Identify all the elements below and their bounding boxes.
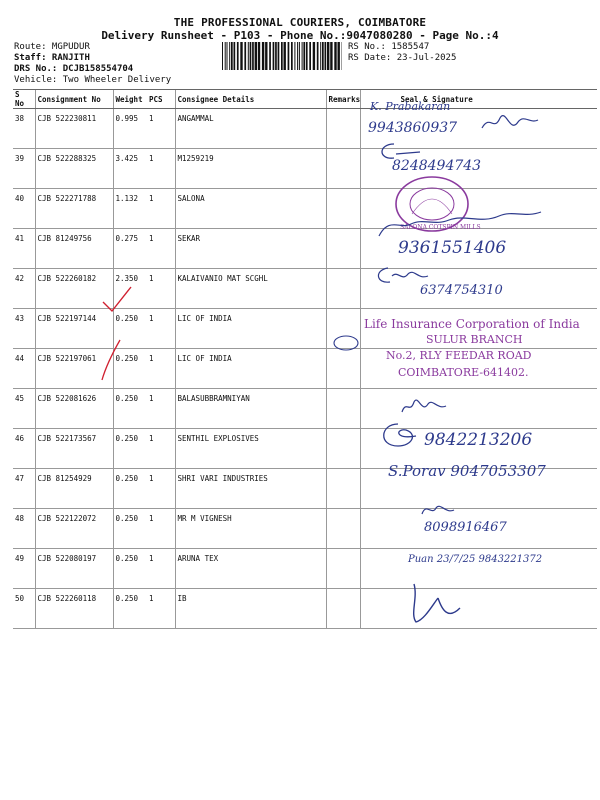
handwriting-r47: S.Porav 9047053307	[388, 462, 546, 480]
row-weight: 0.995	[113, 109, 147, 149]
row-consignee: SALONA	[175, 189, 326, 229]
table-row	[13, 509, 597, 549]
row-consignment-no: CJB 522122072	[35, 509, 113, 549]
row-sno: 49	[13, 549, 35, 589]
row-sno: 45	[13, 389, 35, 429]
row-weight: 2.350	[113, 269, 147, 309]
row-pcs: 1	[147, 349, 175, 389]
runsheet-subtitle: Delivery Runsheet - P103 - Phone No.:9047080280 - Page No.:4	[101, 29, 499, 42]
handwriting-r38-phone: 9943860937	[368, 120, 458, 136]
row-pcs: 1	[147, 269, 175, 309]
row-weight: 0.250	[113, 589, 147, 629]
staff-label: Staff: RANJITH	[14, 53, 90, 63]
circled-mark-r44	[332, 334, 360, 352]
col-pcs: PCS	[147, 90, 175, 109]
row-consignee: KALAIVANIO MAT SCGHL	[175, 269, 326, 309]
vehicle-label: Vehicle: Two Wheeler Delivery	[14, 75, 172, 85]
company-title: THE PROFESSIONAL COURIERS, COIMBATORE	[173, 16, 427, 29]
table-row	[13, 389, 597, 429]
table-header-row	[13, 90, 597, 109]
row-remarks	[326, 109, 360, 149]
handwriting-r41-phone: 9361551406	[398, 238, 507, 258]
table-row	[13, 149, 597, 189]
row-sno: 46	[13, 429, 35, 469]
row-pcs: 1	[147, 189, 175, 229]
row-remarks	[326, 269, 360, 309]
row-sno: 41	[13, 229, 35, 269]
row-consignee: LIC OF INDIA	[175, 309, 326, 349]
row-sno: 42	[13, 269, 35, 309]
signature-mark-r45	[400, 396, 448, 416]
row-remarks	[326, 589, 360, 629]
row-remarks	[326, 469, 360, 509]
row-consignee: ARUNA TEX	[175, 549, 326, 589]
lic-stamp-line1: Life Insurance Corporation of India	[364, 317, 580, 331]
row-consignee: M1259219	[175, 149, 326, 189]
col-consignment: Consignment No	[35, 90, 113, 109]
row-consignee: LIC OF INDIA	[175, 349, 326, 389]
row-consignment-no: CJB 81254929	[35, 469, 113, 509]
row-consignment-no: CJB 522197061	[35, 349, 113, 389]
row-weight: 0.250	[113, 469, 147, 509]
meta-right	[348, 42, 456, 64]
row-weight: 0.250	[113, 549, 147, 589]
row-weight: 0.250	[113, 509, 147, 549]
meta-left	[14, 42, 171, 86]
row-consignment-no: CJB 522173567	[35, 429, 113, 469]
col-weight: Weight	[113, 90, 147, 109]
row-weight: 3.425	[113, 149, 147, 189]
row-sno: 43	[13, 309, 35, 349]
row-sno: 40	[13, 189, 35, 229]
col-sno: S No	[13, 90, 35, 109]
row-sno: 50	[13, 589, 35, 629]
row-consignment-no: CJB 522080197	[35, 549, 113, 589]
signature-mark-r48	[418, 500, 458, 520]
row-weight: 0.250	[113, 389, 147, 429]
row-pcs: 1	[147, 309, 175, 349]
salona-stamp-text: SALONA COTSPIN MILLS	[400, 224, 481, 231]
row-pcs: 1	[147, 389, 175, 429]
handwriting-r48-phone: 8098916467	[424, 520, 507, 535]
handwriting-r42-phone: 6374754310	[420, 283, 503, 298]
row-pcs: 1	[147, 109, 175, 149]
signature-mark-r46	[376, 420, 422, 450]
row-sno: 39	[13, 149, 35, 189]
row-remarks	[326, 549, 360, 589]
col-signature: Seal & Signature	[360, 90, 597, 109]
row-weight: 0.250	[113, 349, 147, 389]
row-consignee: BALASUBBRAMNIYAN	[175, 389, 326, 429]
route-label: Route: MGPUDUR	[14, 42, 90, 52]
row-pcs: 1	[147, 469, 175, 509]
row-sno: 47	[13, 469, 35, 509]
row-pcs: 1	[147, 229, 175, 269]
row-consignee: IB	[175, 589, 326, 629]
row-consignment-no: CJB 522260182	[35, 269, 113, 309]
row-weight: 1.132	[113, 189, 147, 229]
row-pcs: 1	[147, 589, 175, 629]
tick-mark-43	[100, 284, 134, 314]
row-consignee: ANGAMMAL	[175, 109, 326, 149]
row-consignment-no: CJB 522197144	[35, 309, 113, 349]
row-weight: 0.250	[113, 429, 147, 469]
handwriting-r39-phone: 8248494743	[392, 158, 482, 174]
row-pcs: 1	[147, 429, 175, 469]
row-weight: 0.275	[113, 229, 147, 269]
tick-mark-44	[98, 336, 132, 382]
row-pcs: 1	[147, 149, 175, 189]
row-pcs: 1	[147, 509, 175, 549]
row-consignee: SHRI VARI INDUSTRIES	[175, 469, 326, 509]
row-consignment-no: CJB 522230811	[35, 109, 113, 149]
handwriting-r49: Puan 23/7/25 9843221372	[408, 554, 543, 565]
row-consignee: SENTHIL EXPLOSIVES	[175, 429, 326, 469]
lic-stamp-line4: COIMBATORE-641402.	[398, 366, 529, 379]
row-remarks	[326, 429, 360, 469]
table-row	[13, 589, 597, 629]
handwriting-r38-name: K. Prabakaran	[370, 100, 451, 113]
col-consignee: Consignee Details	[175, 90, 326, 109]
row-consignment-no: CJB 81249756	[35, 229, 113, 269]
row-remarks	[326, 349, 360, 389]
row-sno: 48	[13, 509, 35, 549]
row-consignment-no: CJB 522260118	[35, 589, 113, 629]
drs-label: DRS No.: DCJB158554704	[14, 64, 134, 74]
row-sno: 44	[13, 349, 35, 389]
row-sno: 38	[13, 109, 35, 149]
signature-mark-r50	[404, 580, 464, 626]
row-pcs: 1	[147, 549, 175, 589]
row-seal-signature	[360, 589, 597, 629]
row-remarks	[326, 389, 360, 429]
handwriting-r46-phone: 9842213206	[424, 430, 533, 450]
row-consignment-no: CJB 522271788	[35, 189, 113, 229]
row-consignment-no: CJB 522288325	[35, 149, 113, 189]
row-remarks	[326, 509, 360, 549]
row-consignment-no: CJB 522081626	[35, 389, 113, 429]
lic-stamp-line2: SULUR BRANCH	[426, 333, 523, 346]
row-weight: 0.250	[113, 309, 147, 349]
rs-date: RS Date: 23-Jul-2025	[348, 53, 457, 63]
row-consignee: SEKAR	[175, 229, 326, 269]
row-remarks	[326, 229, 360, 269]
col-remarks: Remarks	[326, 90, 360, 109]
signature-mark-r41	[375, 196, 545, 240]
signature-mark-r38	[480, 110, 540, 136]
row-remarks	[326, 189, 360, 229]
row-consignee: MR M VIGNESH	[175, 509, 326, 549]
row-remarks	[326, 149, 360, 189]
lic-stamp-line3: No.2, RLY FEEDAR ROAD	[386, 349, 532, 362]
barcode	[222, 42, 342, 70]
rs-number: RS No.: 1585547	[348, 42, 430, 52]
